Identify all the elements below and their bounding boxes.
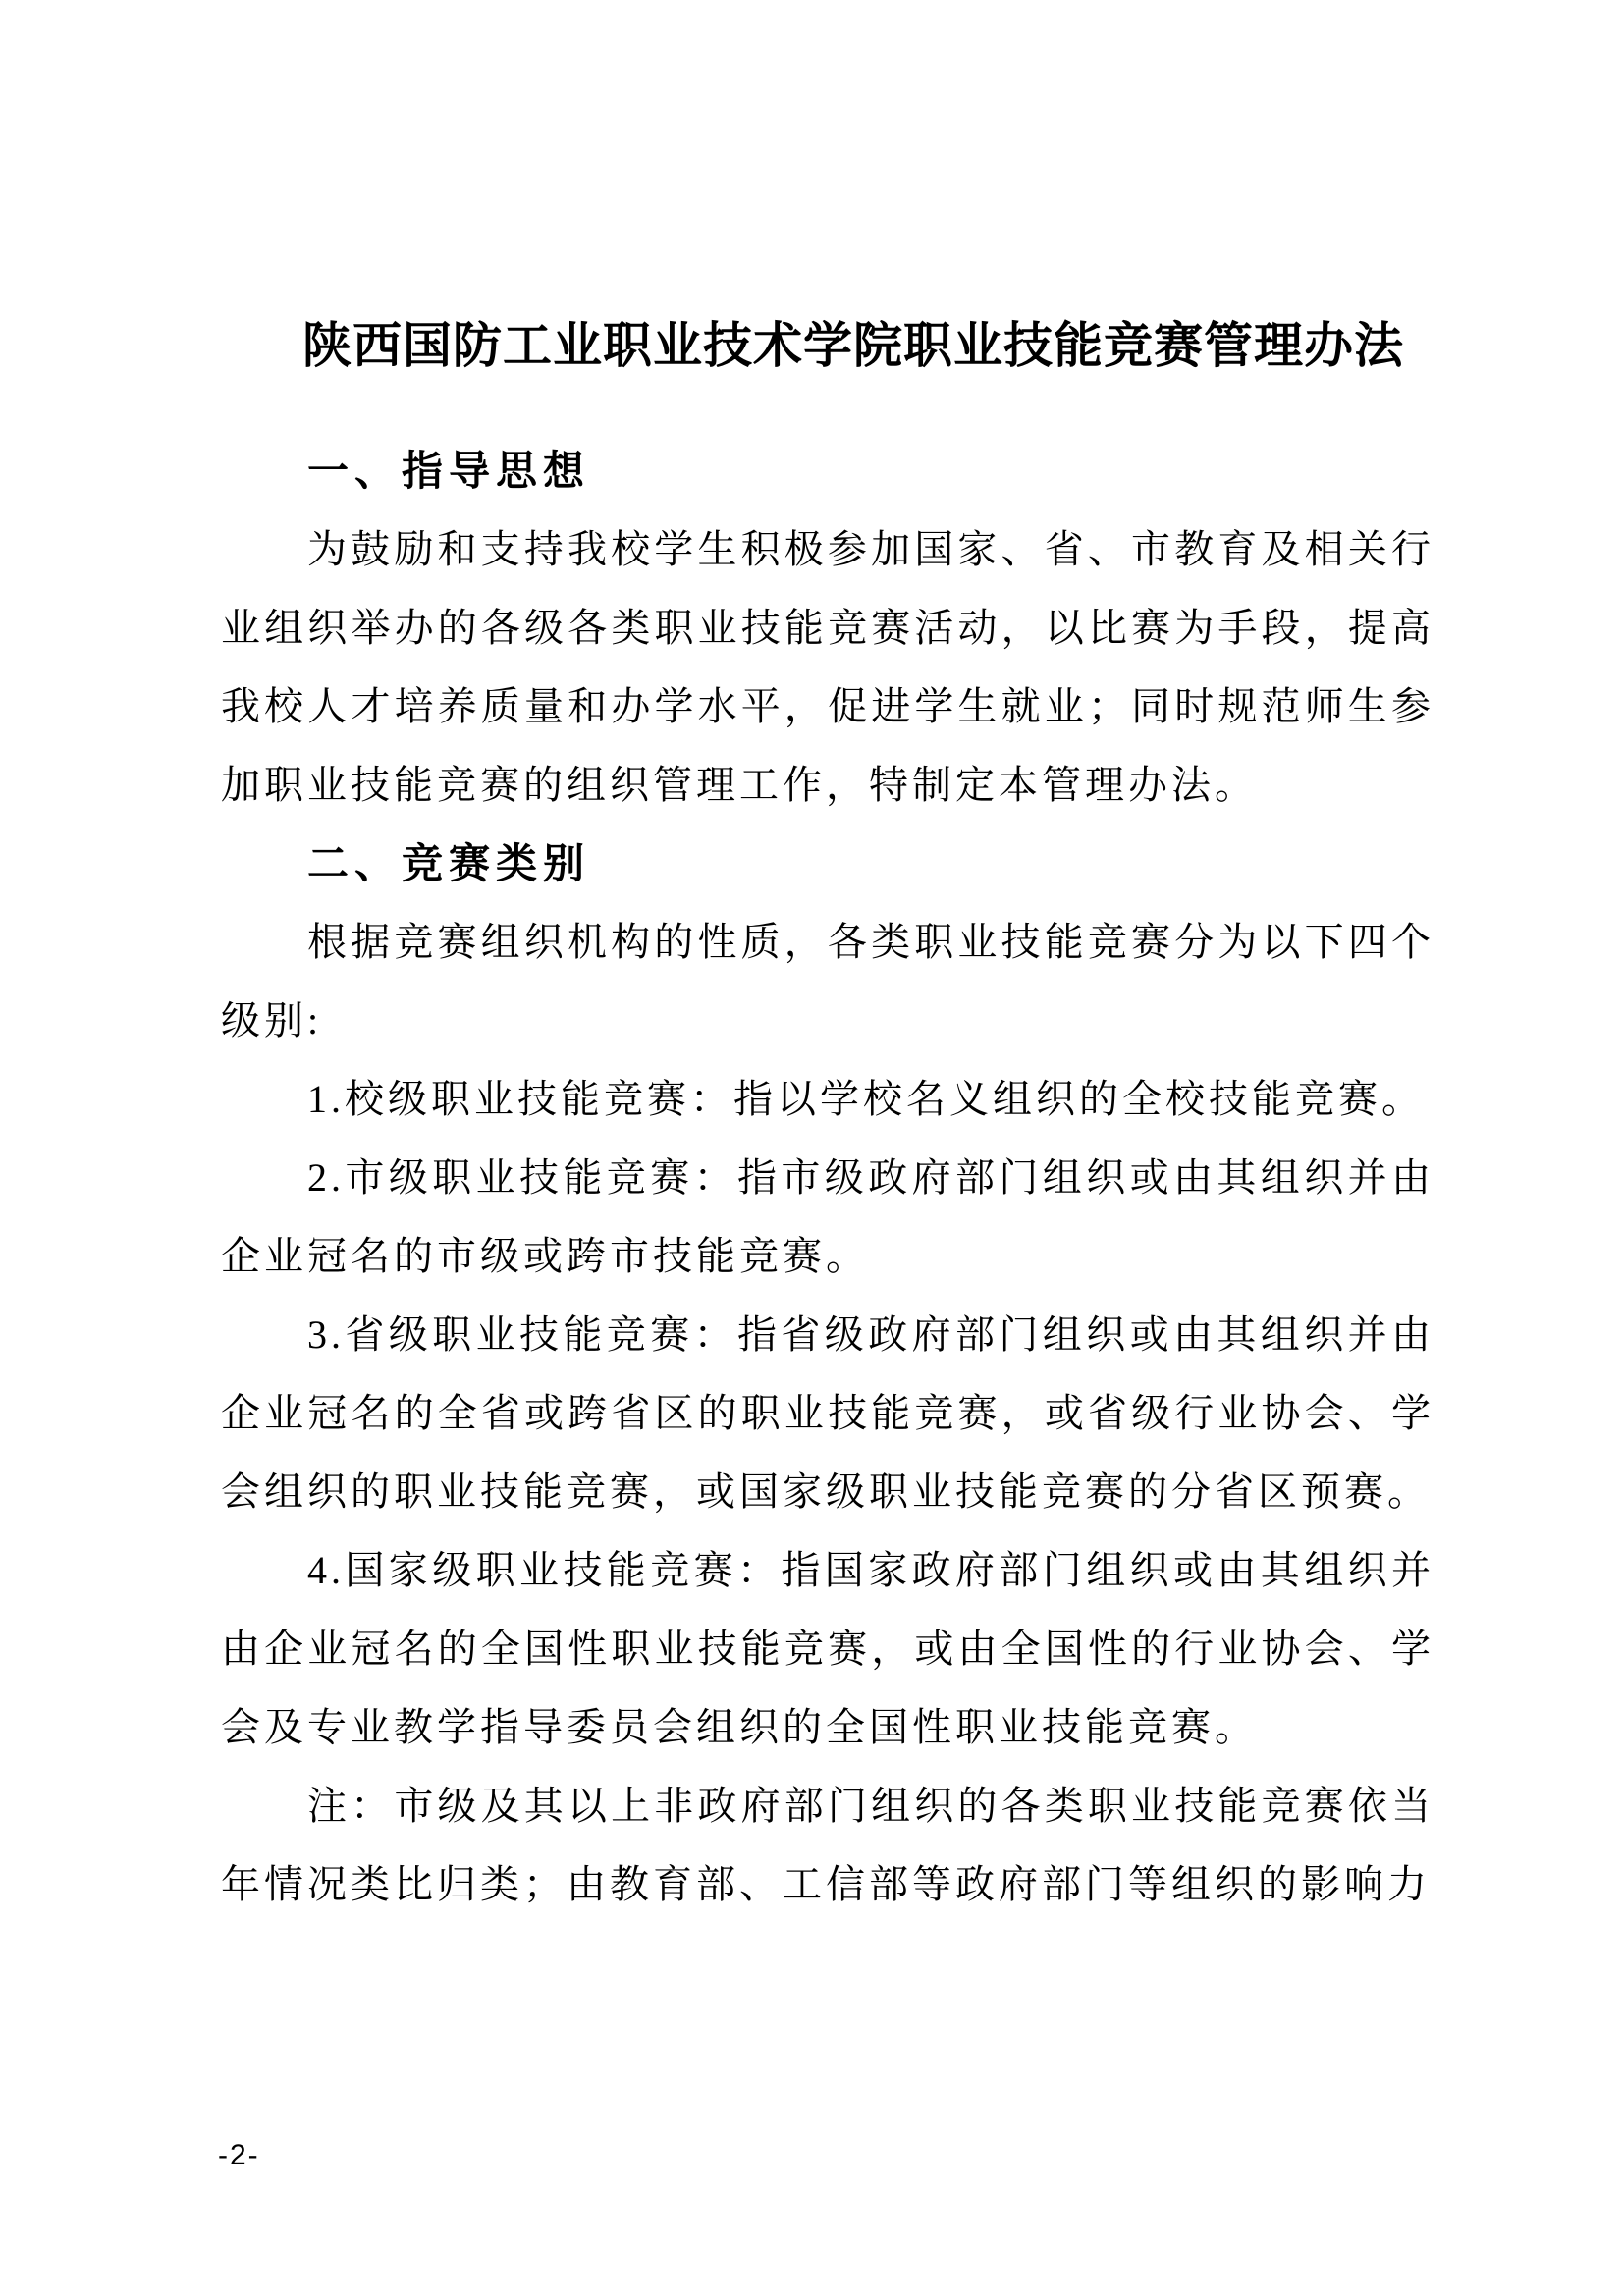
paragraph-item-1-school-level: 1.校级职业技能竞赛：指以学校名义组织的全校技能竞赛。 [307, 1077, 1425, 1121]
paragraph-item-2-city-level: 2.市级职业技能竞赛：指市级政府部门组织或由其组织并由企业冠名的市级或跨市技能竞赛。 [221, 1155, 1434, 1278]
paragraph-item-3-province-level: 3.省级职业技能竞赛：指省级政府部门组织或由其组织并由企业冠名的全省或跨省区的职业技能竞赛，或省级行业协会、学会组织的职业技能竞赛，或国家级职业技能竞赛的分省区预赛。 [221, 1312, 1434, 1514]
paragraph-note: 注：市级及其以上非政府部门组织的各类职业技能竞赛依当年情况类比归类；由教育部、工信部等政府部门等组织的影响力 [221, 1784, 1434, 1906]
document-title: 陕西国防工业职业技术学院职业技能竞赛管理办法 [302, 318, 1404, 373]
page-number: -2- [218, 2139, 260, 2171]
paragraph-categories-intro: 根据竞赛组织机构的性质，各类职业技能竞赛分为以下四个级别: [221, 920, 1434, 1042]
document-content [221, 0, 1434, 1924]
paragraph-item-4-national-level: 4.国家级职业技能竞赛：指国家政府部门组织或由其组织并由企业冠名的全国性职业技能竞赛，或由全国性的行业协会、学会及专业教学指导委员会组织的全国性职业技能竞赛。 [221, 1548, 1434, 1749]
section-heading-competition-categories: 二、竞赛类别 [307, 840, 591, 886]
paragraph-guiding-ideology: 为鼓励和支持我校学生积极参加国家、省、市教育及相关行业组织举办的各级各类职业技能竞赛活动，以比赛为手段，提高我校人才培养质量和办学水平，促进学生就业；同时规范师生参加职业技能竞赛的组织管理工作，特制定本管理办法。 [221, 527, 1434, 807]
section-heading-guiding-ideology: 一、指导思想 [307, 448, 591, 494]
